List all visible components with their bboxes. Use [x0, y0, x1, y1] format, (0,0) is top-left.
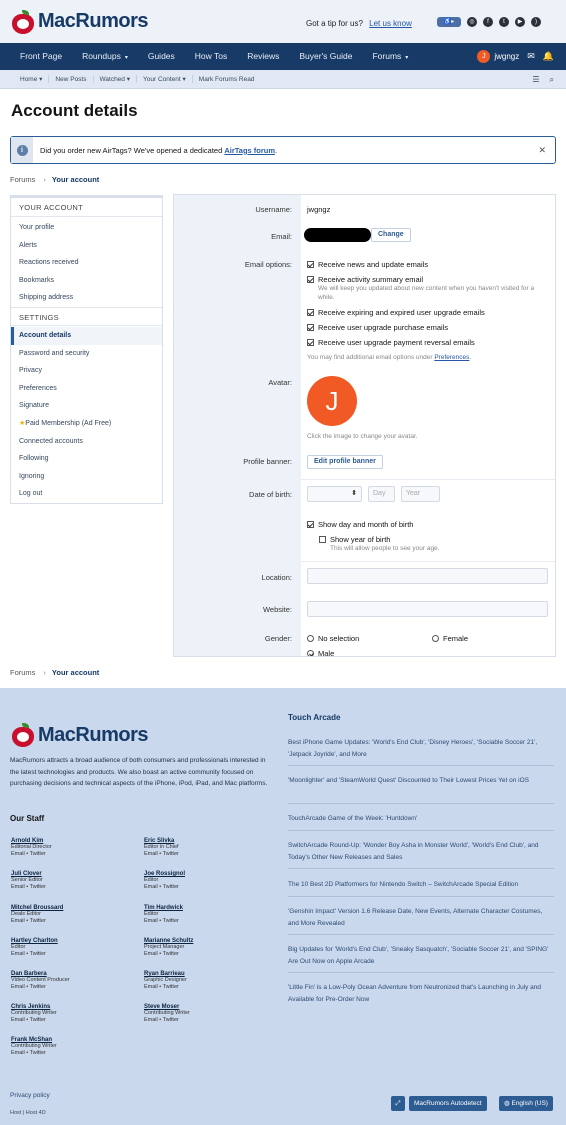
chevron-down-icon: ▾ — [124, 55, 128, 61]
nav-guides[interactable]: Guides — [147, 51, 175, 61]
language-chooser-button[interactable]: ◍ English (US) — [499, 1096, 553, 1111]
nav-front-page[interactable]: Front Page — [20, 51, 63, 61]
breadcrumb — [10, 175, 99, 184]
account-sidebar — [10, 195, 163, 504]
show-year-checkbox[interactable]: Show year of birth — [319, 535, 390, 544]
breadcrumb-bottom — [10, 668, 99, 677]
account-form — [173, 194, 556, 657]
gender-label: Gender: — [264, 634, 292, 643]
nav-forums[interactable]: Forums ▾ — [372, 51, 409, 61]
hosting-text: Host | Host 4D — [10, 1110, 46, 1116]
gender-no-selection[interactable]: No selection — [307, 634, 359, 643]
sidebar-item-log-out[interactable]: Log out — [19, 490, 43, 498]
sub-nav — [0, 70, 566, 89]
location-input[interactable] — [307, 568, 548, 584]
email-option-activity[interactable]: Receive activity summary email — [307, 275, 423, 284]
staff-title: Our Staff — [10, 814, 45, 823]
facebook-icon[interactable]: f — [483, 17, 493, 27]
gender-female[interactable]: Female — [432, 634, 468, 643]
subnav-new-posts[interactable]: New Posts — [49, 76, 93, 83]
avatar-hint: Click the image to change your avatar. — [307, 433, 418, 440]
logo-text: MacRumors — [38, 10, 148, 32]
footer-logo[interactable] — [10, 723, 148, 747]
footer-description: MacRumors attracts a broad audience of both consumers and professionals interested in the latest technologies and products. We also boast an active community focused on purchasing decisions and technical aspects of the iPhone, iPod, iPad, and Mac platforms. — [10, 757, 268, 787]
sidebar-item-password[interactable]: Password and security — [19, 349, 90, 357]
notice-banner — [10, 136, 556, 164]
privacy-policy-link[interactable]: Privacy policy — [10, 1092, 50, 1099]
chevron-right-icon: › — [43, 668, 46, 677]
month-select[interactable] — [307, 486, 362, 502]
checkbox-empty-icon[interactable] — [319, 536, 326, 543]
dob-label: Date of birth: — [249, 490, 292, 499]
username-value: jwgngz — [307, 205, 331, 214]
touch-arcade-link[interactable]: Big Updates for 'World's End Club', 'Sneaky Sasquatch', 'Sociable Soccer 21', and 'SPING' Are Out Now on Apple Arcade — [288, 946, 549, 965]
youtube-icon[interactable]: ▶ — [515, 17, 525, 27]
touch-arcade-link[interactable]: The 10 Best 2D Platformers for Nintendo Switch – SwitchArcade Special Edition — [288, 881, 519, 888]
subnav-home[interactable]: Home ▾ — [14, 75, 49, 83]
nav-how-tos[interactable]: How Tos — [194, 51, 228, 61]
notice-message: Did you order new AirTags? We've opened a dedicated AirTags forum. — [40, 145, 278, 155]
email-option-news[interactable]: Receive news and update emails — [307, 260, 428, 269]
email-option-reversal[interactable]: Receive user upgrade payment reversal emails — [307, 338, 475, 347]
nav-buyers-guide[interactable]: Buyer's Guide — [299, 51, 353, 61]
email-option-expiring[interactable]: Receive expiring and expired user upgrade emails — [307, 308, 485, 317]
instagram-icon[interactable]: ◎ — [467, 17, 477, 27]
sidebar-item-ignoring[interactable]: Ignoring — [19, 472, 45, 480]
radio-empty-icon[interactable] — [307, 635, 314, 642]
checkbox-checked-icon[interactable] — [307, 309, 314, 316]
change-email-button[interactable]: Change — [371, 228, 411, 242]
staff-member: Dan Barbera Video Content Producer Email • Twitter — [11, 971, 70, 990]
staff-member: Marianne Schultz Project Manager Email • Twitter — [144, 938, 194, 957]
sidebar-item-alerts[interactable]: Alerts — [19, 241, 37, 249]
location-label: Location: — [261, 573, 292, 582]
touch-arcade-link[interactable]: SwitchArcade Round-Up: 'Wonder Boy Asha in Monster World', 'World's End Club', and Today's Other New Releases and Sales — [288, 842, 539, 861]
staff-member: Hartley Charlton Editor Email • Twitter — [11, 938, 58, 957]
show-day-month-checkbox[interactable]: Show day and month of birth — [307, 520, 413, 529]
select-arrows-icon: ⬍ — [351, 490, 357, 497]
activity-hint: We will keep you updated about new content when you haven't visited for a while. — [318, 285, 535, 301]
staff-member: Mitchel Broussard Deals Editor Email • Twitter — [11, 905, 64, 924]
globe-icon: ◍ — [504, 1100, 510, 1107]
sidebar-section-your-account: YOUR ACCOUNT — [11, 198, 162, 217]
touch-arcade-title: Touch Arcade — [288, 713, 341, 722]
apple-logo-icon — [10, 723, 36, 747]
profile-banner-label: Profile banner: — [243, 457, 292, 466]
email-options-label: Email options: — [244, 260, 292, 269]
staff-member: Juli Clover Senior Editor Email • Twitter — [11, 871, 46, 890]
checkbox-checked-icon[interactable] — [307, 261, 314, 268]
site-footer — [0, 688, 566, 1125]
expand-icon[interactable]: ⤢ — [391, 1096, 405, 1111]
website-label: Website: — [262, 605, 292, 614]
close-icon[interactable]: ✕ — [538, 145, 546, 155]
info-icon: i — [17, 145, 28, 156]
email-label: Email: — [271, 232, 292, 241]
star-icon: ★ — [19, 419, 26, 427]
day-input[interactable]: Day — [368, 486, 395, 502]
touch-arcade-link[interactable]: 'Genshin Impact' Version 1.6 Release Date, New Events, Alternate Character Costumes, and More Revealed — [288, 908, 543, 927]
nav-reviews[interactable]: Reviews — [247, 51, 280, 61]
staff-member: Arnold Kim Editorial Director Email • Twitter — [11, 838, 52, 857]
breadcrumb-current[interactable]: Your account — [51, 175, 100, 184]
sidebar-item-preferences[interactable]: Preferences — [19, 384, 57, 392]
tip-prompt — [306, 19, 412, 28]
subnav-watched[interactable]: Watched ▾ — [94, 75, 138, 83]
checkbox-checked-icon[interactable] — [307, 324, 314, 331]
sidebar-section-settings: SETTINGS — [11, 307, 162, 326]
main-nav — [0, 43, 566, 70]
sidebar-item-privacy[interactable]: Privacy — [19, 367, 42, 375]
airtags-forum-link[interactable]: AirTags forum — [224, 145, 276, 155]
rss-icon[interactable]: ) — [531, 17, 541, 27]
staff-member: Joe Rossignol Editor Email • Twitter — [144, 871, 186, 890]
sidebar-item-paid-membership[interactable]: ★Paid Membership (Ad Free) — [19, 419, 112, 427]
email-value-redacted — [304, 228, 371, 242]
staff-member: Tim Hardwick Editor Email • Twitter — [144, 905, 183, 924]
staff-member: Frank McShan Contributing Writer Email • Twitter — [11, 1037, 57, 1056]
sidebar-item-your-profile[interactable]: Your profile — [19, 224, 55, 231]
username-label: Username: — [255, 205, 292, 214]
breadcrumb-current[interactable]: Your account — [51, 668, 100, 677]
twitter-icon[interactable]: t — [499, 17, 509, 27]
username-link[interactable]: jwgngz — [494, 52, 520, 61]
checkbox-checked-icon[interactable] — [307, 339, 314, 346]
subnav-mark-read[interactable]: Mark Forums Read — [198, 75, 255, 83]
website-input[interactable] — [307, 601, 548, 617]
apple-logo-icon — [10, 10, 36, 34]
avatar-label: Avatar: — [268, 378, 292, 387]
alerts-bell-icon[interactable]: 🔔 — [542, 51, 554, 61]
sidebar-item-connected[interactable]: Connected accounts — [19, 437, 83, 445]
checkbox-checked-icon[interactable] — [307, 276, 314, 283]
staff-member: Eric Slivka Editor in Chief Email • Twitter — [144, 838, 179, 857]
style-chooser-button[interactable]: MacRumors Autodetect — [409, 1096, 487, 1111]
avatar-image[interactable]: J — [307, 376, 357, 426]
sidebar-item-reactions[interactable]: Reactions received — [19, 259, 79, 267]
preferences-link[interactable]: Preferences — [434, 354, 470, 361]
breadcrumb-forums[interactable]: Forums — [10, 668, 36, 677]
breadcrumb-forums[interactable]: Forums — [10, 175, 36, 184]
year-input[interactable]: Year — [401, 486, 440, 502]
touch-arcade-link[interactable]: 'Moonlighter' and 'SteamWorld Quest' Discounted to Their Lowest Prices Yet on iOS — [288, 777, 530, 784]
gender-male[interactable]: Male — [307, 649, 334, 657]
email-option-purchase[interactable]: Receive user upgrade purchase emails — [307, 323, 448, 332]
touch-arcade-link[interactable]: 'Little Fin' is a Low-Poly Ocean Adventure from Neutronized that's Launching in July and Available for Pre-Order Now — [288, 984, 542, 1003]
edit-banner-button[interactable]: Edit profile banner — [307, 455, 383, 469]
subnav-your-content[interactable]: Your Content ▾ — [137, 75, 193, 83]
more-options-hint: You may find additional email options under Preferences. — [307, 354, 472, 361]
chevron-right-icon: › — [43, 175, 46, 184]
show-year-hint: This will allow people to see your age. — [330, 545, 440, 552]
nav-roundups[interactable]: Roundups ▾ — [82, 51, 128, 61]
sidebar-item-signature[interactable]: Signature — [19, 402, 49, 410]
chevron-down-icon: ▾ — [405, 55, 409, 61]
search-icon[interactable]: ⌕ — [549, 75, 554, 84]
radio-checked-icon[interactable] — [307, 650, 314, 657]
touch-arcade-link[interactable]: Best iPhone Game Updates: 'World's End Club', 'Disney Heroes', 'Sociable Soccer 21', 'Jetpack Joyride', and More — [288, 739, 538, 758]
sidebar-item-shipping[interactable]: Shipping address — [19, 294, 74, 302]
radio-empty-icon[interactable] — [432, 635, 439, 642]
footer-logo-text: MacRumors — [38, 723, 148, 746]
sidebar-item-bookmarks[interactable]: Bookmarks — [19, 276, 55, 284]
sidebar-item-following[interactable]: Following — [19, 455, 49, 463]
sidebar-item-account-details[interactable]: Account details — [11, 327, 162, 345]
inbox-icon[interactable]: ✉ — [527, 51, 535, 61]
top-header — [0, 0, 566, 43]
social-links — [437, 17, 541, 27]
user-avatar[interactable]: J — [477, 50, 490, 63]
staff-member: Ryan Barrieau Graphic Designer Email • Twitter — [144, 971, 187, 990]
site-logo[interactable] — [10, 10, 148, 34]
tip-text: Got a tip for us? — [306, 19, 363, 28]
menu-icon[interactable]: ☰ — [532, 75, 540, 84]
touch-arcade-icon[interactable]: ♿▸ — [437, 17, 461, 27]
tip-link[interactable]: Let us know — [369, 19, 412, 28]
checkbox-checked-icon[interactable] — [307, 521, 314, 528]
touch-arcade-link[interactable]: TouchArcade Game of the Week: 'Huntdown' — [288, 815, 418, 822]
staff-member: Chris Jenkins Contributing Writer Email • Twitter — [11, 1004, 57, 1023]
page-title: Account details — [11, 101, 138, 120]
staff-member: Steve Moser Contributing Writer Email • Twitter — [144, 1004, 190, 1023]
